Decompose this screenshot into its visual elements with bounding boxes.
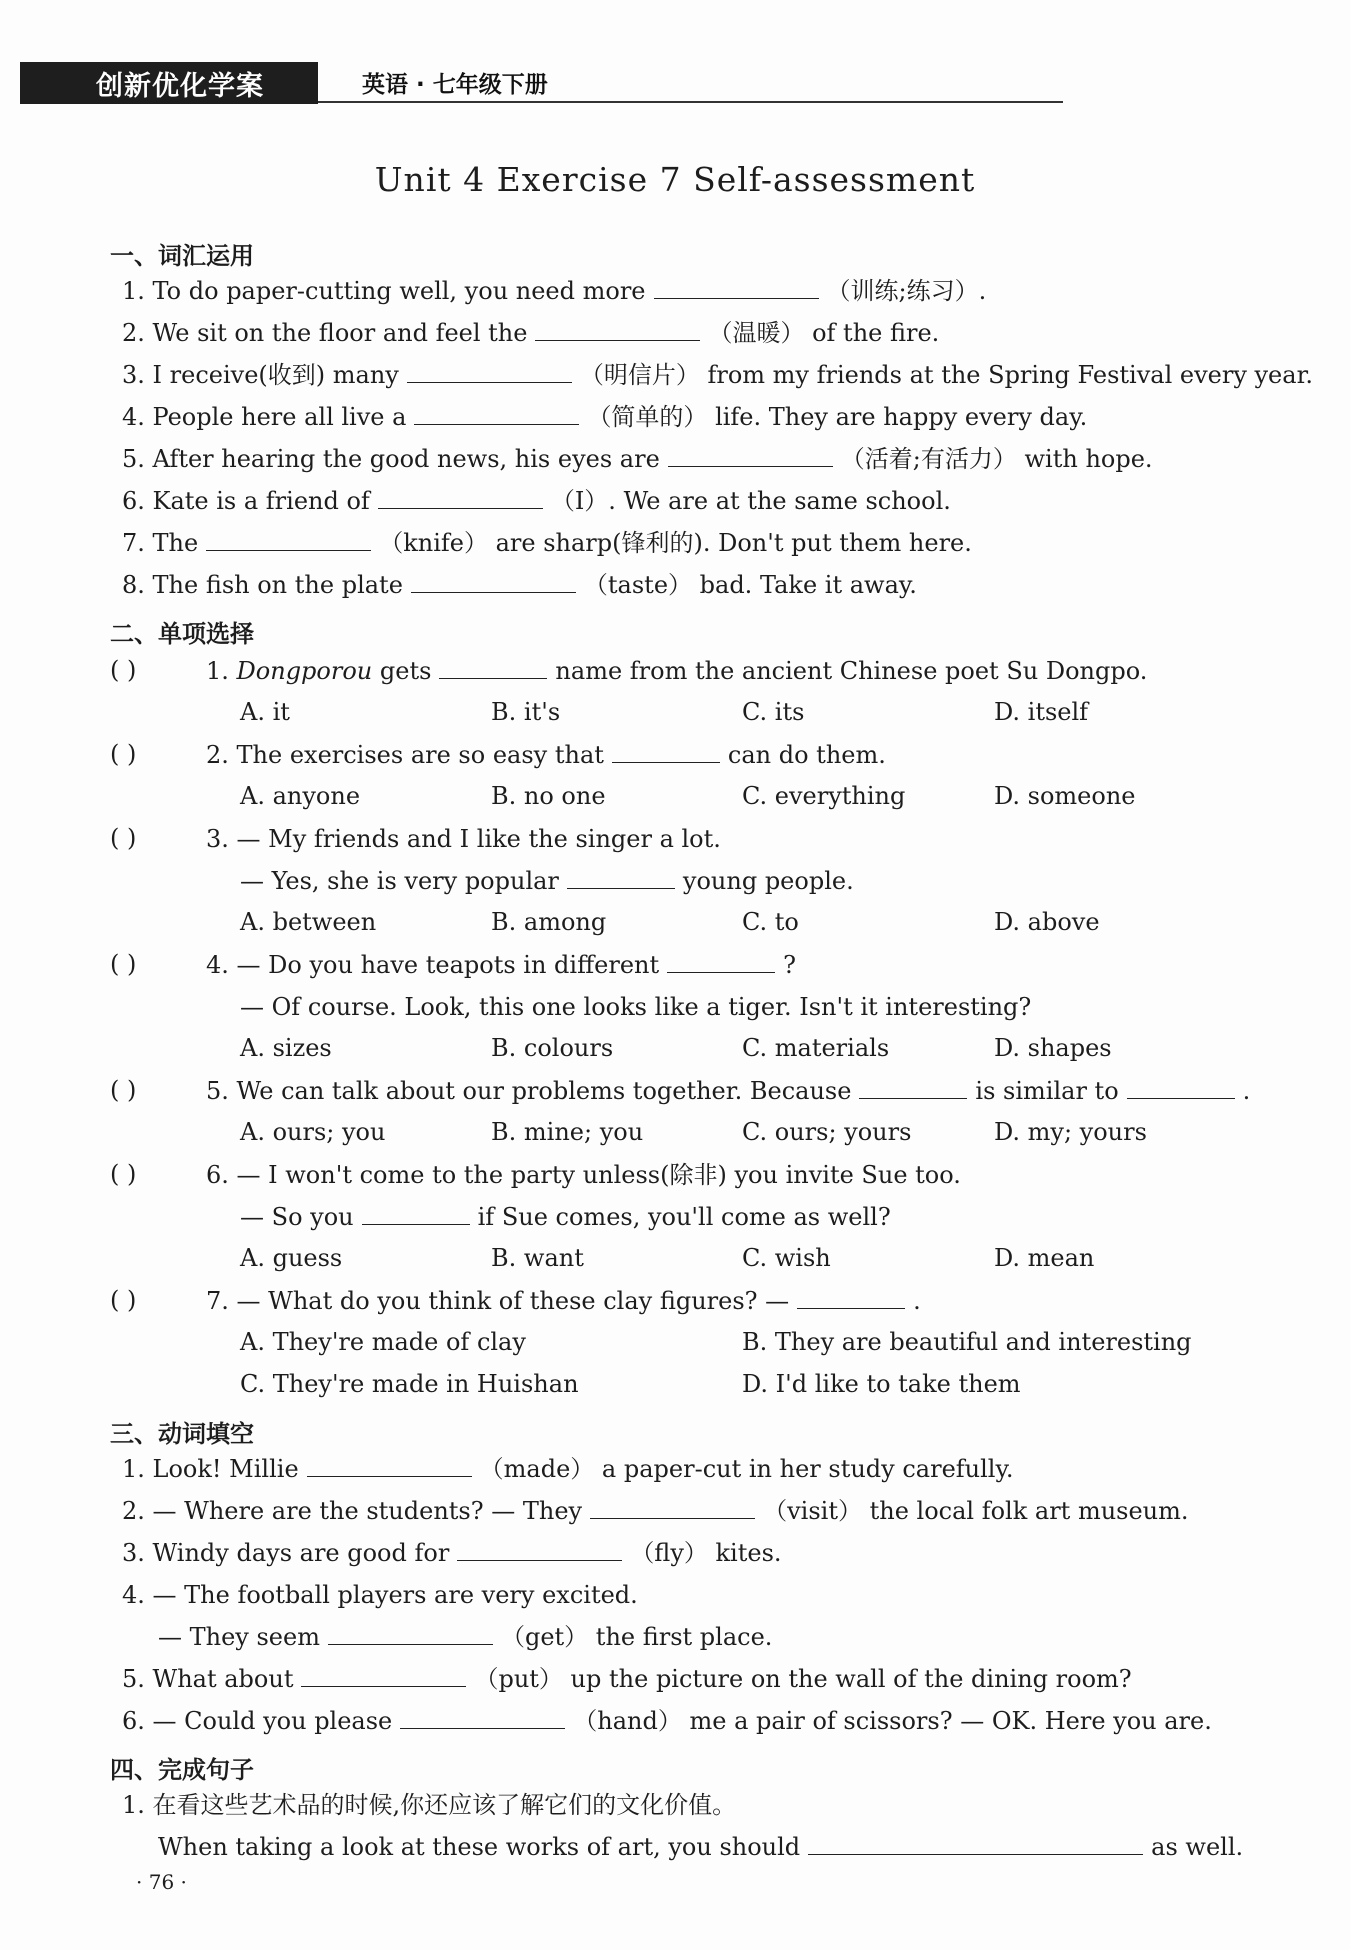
mc-question-3-line-2: — Yes, she is very popular young people. bbox=[240, 867, 854, 895]
answer-parentheses[interactable]: ( ) bbox=[110, 1286, 137, 1314]
option-d[interactable]: D. itself bbox=[994, 698, 1089, 726]
section-heading-multiple-choice: 二、单项选择 bbox=[110, 620, 254, 648]
option-d[interactable]: D. above bbox=[994, 908, 1100, 936]
verb-item-5: 5. What about （put） up the picture on the wall of the dining room? bbox=[122, 1665, 1132, 1693]
vocab-item-2: 2. We sit on the floor and feel the （温暖） of the fire. bbox=[122, 319, 940, 347]
vocab-item-6: 6. Kate is a friend of （I）. We are at the same school. bbox=[122, 487, 951, 515]
answer-blank[interactable] bbox=[307, 1454, 472, 1477]
option-c[interactable]: C. wish bbox=[742, 1244, 831, 1272]
option-a[interactable]: A. sizes bbox=[240, 1034, 332, 1062]
section-heading-complete-sentences: 四、完成句子 bbox=[110, 1756, 254, 1784]
option-a[interactable]: A. ours; you bbox=[240, 1118, 386, 1146]
verb-item-3: 3. Windy days are good for （fly） kites. bbox=[122, 1539, 782, 1567]
verb-item-6: 6. — Could you please （hand） me a pair of scissors? — OK. Here you are. bbox=[122, 1707, 1212, 1735]
answer-parentheses[interactable]: ( ) bbox=[110, 1160, 137, 1188]
mc-question-5: 5. We can talk about our problems together. Because is similar to . bbox=[206, 1077, 1251, 1105]
option-c[interactable]: C. ours; yours bbox=[742, 1118, 912, 1146]
answer-blank[interactable] bbox=[400, 1706, 565, 1729]
mc-question-6-line-2: — So you if Sue comes, you'll come as well? bbox=[240, 1203, 891, 1231]
mc-question-1: 1. Dongporou gets name from the ancient Chinese poet Su Dongpo. bbox=[206, 657, 1148, 685]
sentence-item-1-english: When taking a look at these works of art, you should as well. bbox=[158, 1833, 1244, 1861]
page-title: Unit 4 Exercise 7 Self-assessment bbox=[374, 160, 976, 199]
answer-parentheses[interactable]: ( ) bbox=[110, 656, 137, 684]
option-b[interactable]: B. among bbox=[491, 908, 607, 936]
answer-blank[interactable] bbox=[439, 656, 547, 679]
option-a[interactable]: A. anyone bbox=[240, 782, 361, 810]
sentence-item-1-chinese: 1. 在看这些艺术品的时候,你还应该了解它们的文化价值。 bbox=[122, 1791, 737, 1819]
section-heading-verb-fill: 三、动词填空 bbox=[110, 1420, 254, 1448]
answer-blank[interactable] bbox=[667, 950, 775, 973]
mc-question-4: 4. — Do you have teapots in different ? bbox=[206, 951, 796, 979]
option-b[interactable]: B. colours bbox=[491, 1034, 614, 1062]
mc-question-6: 6. — I won't come to the party unless(除非) you invite Sue too. bbox=[206, 1161, 961, 1189]
verb-item-4-line-2: — They seem （get） the first place. bbox=[158, 1623, 773, 1651]
option-a[interactable]: A. between bbox=[240, 908, 377, 936]
answer-blank[interactable] bbox=[668, 444, 833, 467]
answer-blank[interactable] bbox=[535, 318, 700, 341]
section-heading-vocabulary: 一、词汇运用 bbox=[110, 242, 254, 270]
option-c[interactable]: C. materials bbox=[742, 1034, 890, 1062]
verb-item-4: 4. — The football players are very excited. bbox=[122, 1581, 638, 1609]
answer-blank[interactable] bbox=[301, 1664, 466, 1687]
answer-blank[interactable] bbox=[797, 1286, 905, 1309]
answer-parentheses[interactable]: ( ) bbox=[110, 740, 137, 768]
answer-blank[interactable] bbox=[457, 1538, 622, 1561]
answer-blank[interactable] bbox=[1127, 1076, 1235, 1099]
header-rule bbox=[318, 101, 1063, 103]
mc-question-4-line-2: — Of course. Look, this one looks like a tiger. Isn't it interesting? bbox=[240, 993, 1032, 1021]
answer-parentheses[interactable]: ( ) bbox=[110, 950, 137, 978]
answer-blank[interactable] bbox=[567, 866, 675, 889]
option-a[interactable]: A. They're made of clay bbox=[240, 1328, 526, 1356]
option-b[interactable]: B. mine; you bbox=[491, 1118, 644, 1146]
mc-question-7: 7. — What do you think of these clay figures? — . bbox=[206, 1287, 921, 1315]
option-d[interactable]: D. mean bbox=[994, 1244, 1095, 1272]
book-title: 英语 · 七年级下册 bbox=[362, 72, 548, 98]
vocab-item-4: 4. People here all live a （简单的） life. They are happy every day. bbox=[122, 403, 1088, 431]
mc-question-3: 3. — My friends and I like the singer a lot. bbox=[206, 825, 721, 853]
answer-blank[interactable] bbox=[362, 1202, 470, 1225]
option-d[interactable]: D. someone bbox=[994, 782, 1136, 810]
page-number: · 76 · bbox=[136, 1870, 187, 1894]
option-b[interactable]: B. no one bbox=[491, 782, 606, 810]
answer-blank[interactable] bbox=[808, 1832, 1143, 1855]
option-b[interactable]: B. it's bbox=[491, 698, 561, 726]
vocab-item-8: 8. The fish on the plate （taste） bad. Take it away. bbox=[122, 571, 917, 599]
vocab-item-1: 1. To do paper-cutting well, you need more （训练;练习）. bbox=[122, 277, 987, 305]
option-a[interactable]: A. guess bbox=[240, 1244, 343, 1272]
vocab-item-3: 3. I receive(收到) many （明信片） from my friends at the Spring Festival every year. bbox=[122, 361, 1314, 389]
verb-item-2: 2. — Where are the students? — They （visit） the local folk art museum. bbox=[122, 1497, 1189, 1525]
answer-parentheses[interactable]: ( ) bbox=[110, 824, 137, 852]
mc-question-2: 2. The exercises are so easy that can do them. bbox=[206, 741, 886, 769]
option-c[interactable]: C. They're made in Huishan bbox=[240, 1370, 579, 1398]
option-d[interactable]: D. my; yours bbox=[994, 1118, 1147, 1146]
option-a[interactable]: A. it bbox=[240, 698, 290, 726]
verb-item-1: 1. Look! Millie （made） a paper-cut in her study carefully. bbox=[122, 1455, 1014, 1483]
answer-blank[interactable] bbox=[414, 402, 579, 425]
option-d[interactable]: D. I'd like to take them bbox=[742, 1370, 1021, 1398]
vocab-item-7: 7. The （knife） are sharp(锋利的). Don't put them here. bbox=[122, 529, 972, 557]
option-c[interactable]: C. its bbox=[742, 698, 805, 726]
option-c[interactable]: C. everything bbox=[742, 782, 906, 810]
option-b[interactable]: B. They are beautiful and interesting bbox=[742, 1328, 1192, 1356]
answer-blank[interactable] bbox=[411, 570, 576, 593]
answer-blank[interactable] bbox=[612, 740, 720, 763]
series-logo: 创新优化学案 bbox=[96, 71, 264, 102]
answer-blank[interactable] bbox=[859, 1076, 967, 1099]
answer-blank[interactable] bbox=[206, 528, 371, 551]
answer-blank[interactable] bbox=[590, 1496, 755, 1519]
answer-blank[interactable] bbox=[378, 486, 543, 509]
vocab-item-5: 5. After hearing the good news, his eyes are （活着;有活力） with hope. bbox=[122, 445, 1153, 473]
answer-blank[interactable] bbox=[654, 276, 819, 299]
answer-parentheses[interactable]: ( ) bbox=[110, 1076, 137, 1104]
answer-blank[interactable] bbox=[407, 360, 572, 383]
option-d[interactable]: D. shapes bbox=[994, 1034, 1112, 1062]
option-c[interactable]: C. to bbox=[742, 908, 799, 936]
option-b[interactable]: B. want bbox=[491, 1244, 584, 1272]
answer-blank[interactable] bbox=[328, 1622, 493, 1645]
